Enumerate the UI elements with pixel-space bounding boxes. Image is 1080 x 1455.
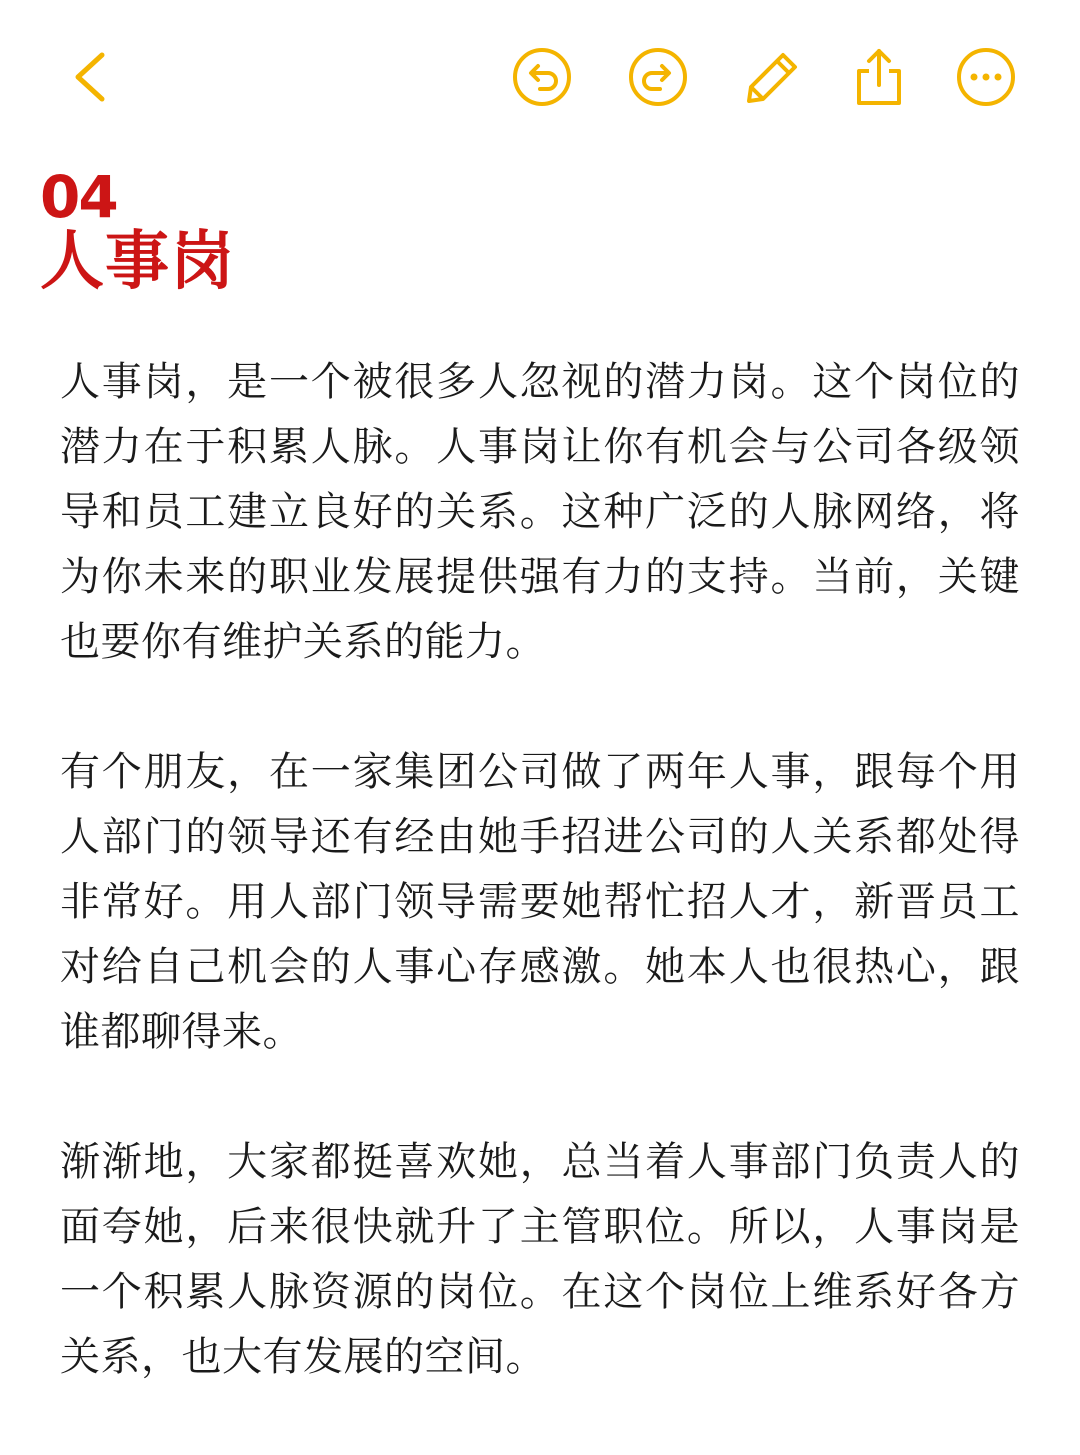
chevron-left-icon (58, 45, 122, 109)
share-icon (847, 45, 911, 109)
section-number: 04 (40, 163, 117, 231)
pencil-icon (741, 45, 805, 109)
more-button[interactable] (954, 45, 1018, 109)
toolbar (0, 0, 1080, 150)
redo-button[interactable] (626, 45, 690, 109)
paragraph-1: 人事岗，是一个被很多人忽视的潜力岗。这个岗位的潜力在于积累人脉。人事岗让你有机会与公司各级领导和员工建立良好的关系。这种广泛的人脉网络，将为你未来的职业发展提供强有力的支持。当前，关键也要你有维护关系的能力。 (60, 359, 1020, 665)
undo-icon (510, 45, 574, 109)
section-title: 人事岗 (40, 225, 235, 299)
back-button[interactable] (58, 45, 122, 109)
paragraph-3: 渐渐地，大家都挺喜欢她，总当着人事部门负责人的面夸她，后来很快就升了主管职位。所以，人事岗是一个积累人脉资源的岗位。在这个岗位上维系好各方关系，也大有发展的空间。 (60, 1139, 1020, 1380)
undo-button[interactable] (510, 45, 574, 109)
edit-button[interactable] (741, 45, 805, 109)
paragraph-2: 有个朋友，在一家集团公司做了两年人事，跟每个用人部门的领导还有经由她手招进公司的人关系都处得非常好。用人部门领导需要她帮忙招人才，新晋员工对给自己机会的人事心存感激。她本人也很热心，跟谁都聊得来。 (60, 749, 1020, 1055)
redo-icon (626, 45, 690, 109)
note-body[interactable] (60, 350, 1020, 1455)
ellipsis-icon (954, 45, 1018, 109)
section-heading (40, 160, 235, 299)
share-button[interactable] (847, 45, 911, 109)
